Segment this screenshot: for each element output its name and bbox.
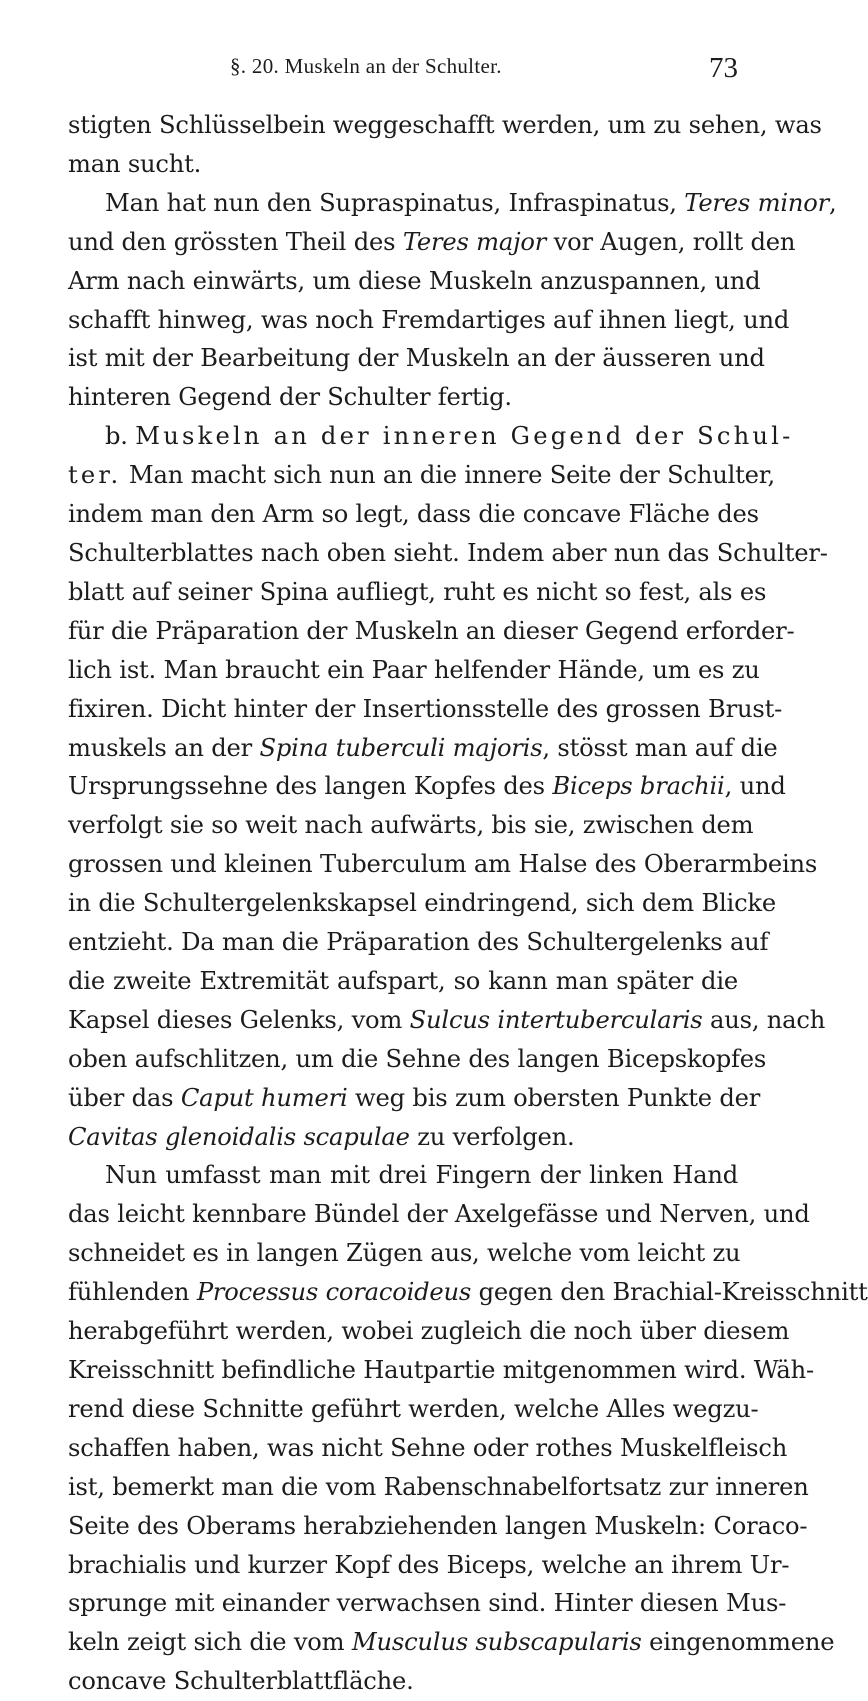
text-line: über das Caput humeri weg bis zum obersten Punkte der: [68, 1083, 761, 1112]
latin-term: Caput humeri: [180, 1083, 348, 1112]
text-line: brachialis und kurzer Kopf des Biceps, welche an ihrem Ur-: [68, 1550, 790, 1579]
text-line: concave Schulterblattfläche.: [68, 1667, 414, 1696]
text-line: indem man den Arm so legt, dass die concave Fläche des: [68, 500, 759, 529]
text-line: Kapsel dieses Gelenks, vom Sulcus intertubercularis aus, nach: [68, 1005, 826, 1034]
text-line: hinteren Gegend der Schulter fertig.: [68, 383, 512, 412]
paragraph-start-line: Nun umfasst man mit drei Fingern der linken Hand: [105, 1161, 738, 1190]
text-line: sprunge mit einander verwachsen sind. Hinter diesen Mus-: [68, 1589, 787, 1618]
text-line: schaffen haben, was nicht Sehne oder rothes Muskelfleisch: [68, 1433, 788, 1462]
text-line: ist, bemerkt man die vom Rabenschnabelfortsatz zur inneren: [68, 1472, 809, 1501]
text-line: schneidet es in langen Zügen aus, welche vom leicht zu: [68, 1239, 741, 1268]
text-line: Arm nach einwärts, um diese Muskeln anzuspannen, und: [68, 266, 761, 295]
latin-term: Teres minor: [684, 188, 829, 217]
text-line: in die Schultergelenkskapsel eindringend, sich dem Blicke: [68, 889, 777, 918]
text-line: herabgeführt werden, wobei zugleich die noch über diesem: [68, 1317, 790, 1346]
text-line: Seite des Oberams herabziehenden langen Muskeln: Coraco-: [68, 1511, 808, 1540]
latin-term: Musculus subscapularis: [351, 1628, 642, 1657]
section-heading-end: ter.: [68, 461, 122, 490]
text-line: schafft hinweg, was noch Fremdartiges auf ihnen liegt, und: [68, 305, 790, 334]
page-header: [230, 52, 770, 88]
text-line: und den grössten Theil des Teres major vor Augen, rollt den: [68, 227, 796, 256]
paragraph-start-line: Man hat nun den Supraspinatus, Infraspinatus, Teres minor,: [105, 188, 837, 217]
text-line: ter. Man macht sich nun an die innere Seite der Schulter,: [68, 461, 775, 490]
text-line: oben aufschlitzen, um die Sehne des langen Bicepskopfes: [68, 1044, 767, 1073]
text-line: grossen und kleinen Tuberculum am Halse des Oberarmbeins: [68, 850, 818, 879]
running-title: §. 20. Muskeln an der Schulter.: [230, 54, 502, 78]
text-line: verfolgt sie so weit nach aufwärts, bis sie, zwischen dem: [68, 811, 754, 840]
text-line: Cavitas glenoidalis scapulae zu verfolgen.: [68, 1122, 575, 1151]
text-line: fühlenden Processus coracoideus gegen den Brachial-Kreisschnitt: [68, 1278, 868, 1307]
text-line: Schulterblattes nach oben sieht. Indem aber nun das Schulter-: [68, 538, 828, 567]
text-line: stigten Schlüsselbein weggeschafft werden, um zu sehen, was: [68, 111, 822, 139]
text-line: das leicht kennbare Bündel der Axelgefässe und Nerven, und: [68, 1200, 810, 1229]
latin-term: Teres major: [402, 227, 547, 256]
page-number: 73: [709, 52, 738, 84]
text-line: ist mit der Bearbeitung der Muskeln an der äusseren und: [68, 344, 765, 373]
text-line: blatt auf seiner Spina aufliegt, ruht es nicht so fest, als es: [68, 577, 767, 606]
text-line: lich ist. Man braucht ein Paar helfender Hände, um es zu: [68, 655, 760, 684]
section-heading: Muskeln an der inneren Gegend der Schul-: [135, 422, 794, 451]
latin-term: Biceps brachii: [552, 772, 725, 801]
text-line: fixiren. Dicht hinter der Insertionsstelle des grossen Brust-: [68, 694, 783, 723]
latin-term: Cavitas glenoidalis scapulae: [68, 1122, 410, 1151]
text-line: Kreisschnitt befindliche Hautpartie mitgenommen wird. Wäh-: [68, 1356, 814, 1384]
text-line: Ursprungssehne des langen Kopfes des Biceps brachii, und: [68, 772, 786, 801]
text-line: entzieht. Da man die Präparation des Schultergelenks auf: [68, 928, 769, 957]
text-line: man sucht.: [68, 149, 202, 178]
text-line: rend diese Schnitte geführt werden, welche Alles wegzu-: [68, 1394, 759, 1423]
section-heading-line: b. Muskeln an der inneren Gegend der Schul-: [105, 422, 794, 451]
text-line: für die Präparation der Muskeln an dieser Gegend erforder-: [68, 616, 795, 645]
text-line: keln zeigt sich die vom Musculus subscapularis eingenommene: [68, 1628, 835, 1657]
latin-term: Processus coracoideus: [196, 1278, 472, 1307]
text-line: die zweite Extremität aufspart, so kann man später die: [68, 966, 738, 995]
latin-term: Spina tuberculi majoris: [259, 733, 543, 762]
text-line: muskels an der Spina tuberculi majoris, stösst man auf die: [68, 733, 778, 762]
latin-term: Sulcus intertubercularis: [409, 1005, 703, 1034]
body-text: [68, 106, 868, 1701]
